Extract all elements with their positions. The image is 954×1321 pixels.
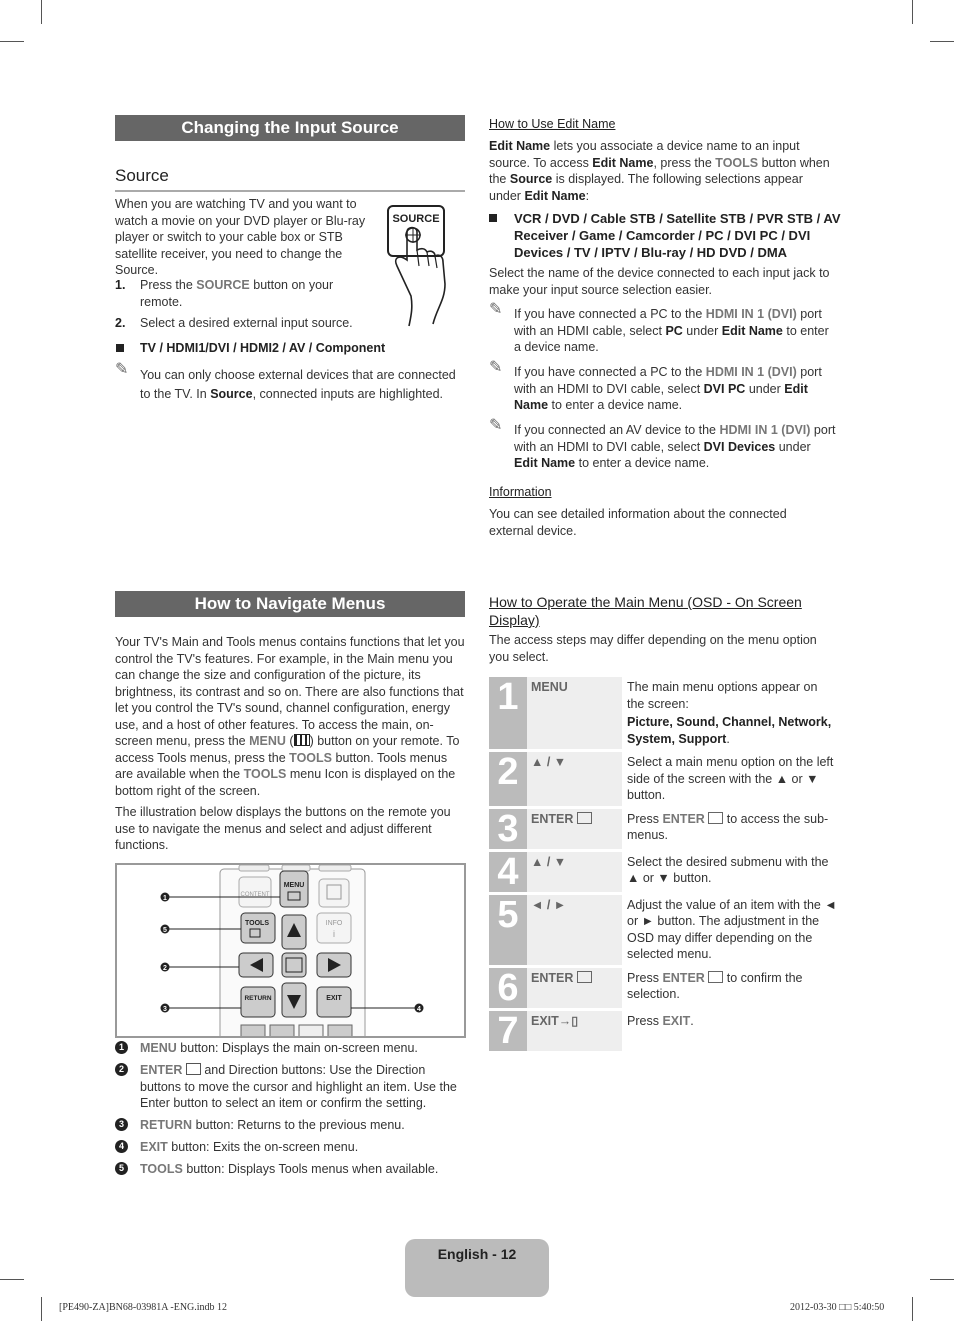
edit-name-note-3: If you connected an AV device to the HDMI IN 1 (DVI) port with an HDMI to DVI cable, select DVI Devices under Edit Name to enter a device name. (514, 423, 836, 470)
section-title-input-source: Changing the Input Source (115, 115, 465, 141)
svg-text:i: i (333, 929, 335, 939)
step-desc: Press EXIT. (627, 1013, 694, 1028)
edit-name-intro: Edit Name lets you associate a device name to an input source. To access Edit Name, press the TOOLS button when the Source is displayed. The following selections appear under Edit Name: (489, 139, 830, 203)
legend-number: 1 (115, 1041, 128, 1054)
legend-tools: TOOLS button: Displays Tools menus when available. (140, 1162, 439, 1176)
step-number: 2 (489, 751, 527, 808)
svg-text:1: 1 (163, 895, 167, 902)
remote-menu-label: MENU (283, 882, 305, 889)
osd-step-row (489, 1009, 842, 1052)
step2-text: Select a desired external input source. (140, 316, 353, 330)
note-icon: ✎ (489, 359, 503, 376)
source-key-label: SOURCE (392, 213, 440, 225)
crop-mark (912, 1297, 913, 1321)
step-desc: Adjust the value of an item with the ◄ or ► button. The adjustment in the OSD may differ depending on the selected menu. (627, 897, 837, 961)
note-icon: ✎ (115, 361, 129, 378)
step-key: EXIT→▯ (527, 1009, 622, 1052)
crop-mark (912, 0, 913, 24)
enter-icon (708, 812, 723, 824)
remote-tools-label: TOOLS (245, 920, 269, 927)
remote-content-label: CONTENT (240, 892, 270, 898)
information-heading: Information (489, 485, 552, 499)
legend-enter: ENTER and Direction buttons: Use the Direction buttons to move the cursor and highlight an item. Use the Enter button to select an item or confirm the setting. (140, 1063, 457, 1110)
step-key: MENU (527, 677, 622, 751)
remote-illustration (115, 863, 466, 1038)
legend-number: 2 (115, 1063, 128, 1076)
step-number: 4 (489, 850, 527, 893)
navigate-p2: The illustration below displays the buttons on the remote you use to navigate the menus and select and adjust different functions. (115, 805, 451, 852)
osd-steps-table (489, 677, 842, 1054)
edit-name-heading: How to Use Edit Name (489, 117, 616, 131)
bullet-square (489, 214, 497, 222)
page-number: English - 12 (437, 1246, 517, 1262)
legend-number: 3 (115, 1118, 128, 1131)
step-key: ENTER (527, 807, 622, 850)
edit-name-note-1: If you have connected a PC to the HDMI IN 1 (DVI) port with an HDMI cable, select PC under Edit Name to enter a device name. (514, 307, 829, 354)
note-icon: ✎ (489, 417, 503, 434)
crop-mark (0, 41, 24, 42)
osd-step-row (489, 966, 842, 1009)
bullet-square (116, 344, 124, 352)
file-name: [PE490-ZA]BN68-03981A -ENG.indb 12 (59, 1302, 228, 1313)
crop-mark (930, 1279, 954, 1280)
legend-number: 5 (115, 1162, 128, 1175)
step-number: 3 (489, 807, 527, 850)
osd-step-row (489, 893, 842, 966)
edit-name-p2: Select the name of the device connected to each input jack to make your input source selection easier. (489, 266, 830, 297)
input-list: TV / HDMI1/DVI / HDMI2 / AV / Component (140, 341, 386, 355)
enter-icon (577, 971, 592, 983)
osd-heading: How to Operate the Main Menu (OSD - On Screen Display) (489, 594, 802, 628)
exit-icon: →▯ (558, 1013, 579, 1028)
enter-icon (186, 1063, 201, 1075)
osd-intro: The access steps may differ depending on the menu option you select. (489, 633, 817, 664)
step-key: ENTER (527, 966, 622, 1009)
step-number: 6 (489, 966, 527, 1009)
osd-step-row (489, 850, 842, 893)
device-name-list: VCR / DVD / Cable STB / Satellite STB / PVR STB / AV Receiver / Game / Camcorder / PC / DVI PC / DVI Devices / TV / IPTV / Blu-ray / HD DVD / DMA (514, 211, 841, 260)
step-number: 5 (489, 893, 527, 966)
enter-icon (708, 971, 723, 983)
step-desc: The main menu options appear on the screen: Picture, Sound, Channel, Network, System, Support. (627, 680, 832, 746)
source-note: You can only choose external devices that are connected to the TV. In Source, connected inputs are highlighted. (140, 368, 456, 401)
navigate-intro: Your TV's Main and Tools menus contains functions that let you control the TV's features. For example, in the Main menu you can change the size and configuration of the picture, its brightness, its contrast and so on. There are also functions that let you control the TV's sound, channel configuration, energy use, and a host of other features. To access the main, on-screen menu, press the MENU ( ) button on your remote. To access Tools menus, press the TOOLS button. Tools menus are available when the TOOLS menu Icon is displayed on the bottom right of the screen. (115, 635, 465, 798)
step-key: ▲ / ▼ (527, 751, 622, 808)
note-icon: ✎ (489, 301, 503, 318)
crop-mark (930, 41, 954, 42)
edit-name-note-2: If you have connected a PC to the HDMI IN 1 (DVI) port with an HDMI to DVI cable, select DVI PC under Edit Name to enter a device name. (514, 365, 822, 412)
menu-icon (294, 734, 310, 746)
source-button-illustration (385, 204, 467, 328)
source-intro: When you are watching TV and you want to watch a movie on your DVD player or Blu-ray player or switch to your cable box or STB satellite receiver, you need to change the Source. (115, 197, 366, 277)
legend-exit: EXIT button: Exits the on-screen menu. (140, 1140, 359, 1154)
step1-text: Press the SOURCE button on your remote. (140, 278, 334, 309)
remote-exit-label: EXIT (326, 995, 342, 1002)
osd-step-row (489, 807, 842, 850)
crop-mark (41, 0, 42, 24)
divider (115, 190, 465, 192)
remote-info-label: INFO (325, 920, 343, 927)
crop-mark (41, 1297, 42, 1321)
source-heading: Source (115, 166, 169, 185)
information-text: You can see detailed information about the connected external device. (489, 507, 787, 538)
svg-text:5: 5 (163, 927, 167, 934)
legend-number: 4 (115, 1140, 128, 1153)
step-number: 2. (115, 316, 126, 330)
remote-return-label: RETURN (244, 995, 272, 1002)
step-desc: Select a main menu option on the left side of the screen with the ▲ or ▼ button. (627, 755, 834, 802)
section-title-navigate-menus: How to Navigate Menus (115, 591, 465, 617)
step-key: ▲ / ▼ (527, 850, 622, 893)
legend-menu: MENU button: Displays the main on-screen menu. (140, 1041, 418, 1055)
step-desc: Select the desired submenu with the ▲ or ▼ button. (627, 854, 829, 885)
step-desc: Press ENTER to confirm the selection. (627, 970, 803, 1001)
step-key: ◄ / ► (527, 893, 622, 966)
step-number: 1 (489, 677, 527, 751)
svg-text:2: 2 (163, 965, 167, 972)
print-date: 2012-03-30 □□ 5:40:50 (790, 1302, 885, 1313)
enter-icon (577, 812, 592, 824)
legend-return: RETURN button: Returns to the previous menu. (140, 1118, 405, 1132)
svg-text:4: 4 (417, 1006, 421, 1013)
crop-mark (0, 1279, 24, 1280)
step-number: 7 (489, 1009, 527, 1052)
svg-text:3: 3 (163, 1006, 167, 1013)
osd-step-row (489, 751, 842, 808)
step-desc: Press ENTER to access the sub-menus. (627, 811, 829, 842)
osd-step-row (489, 677, 842, 751)
step-number: 1. (115, 278, 126, 292)
